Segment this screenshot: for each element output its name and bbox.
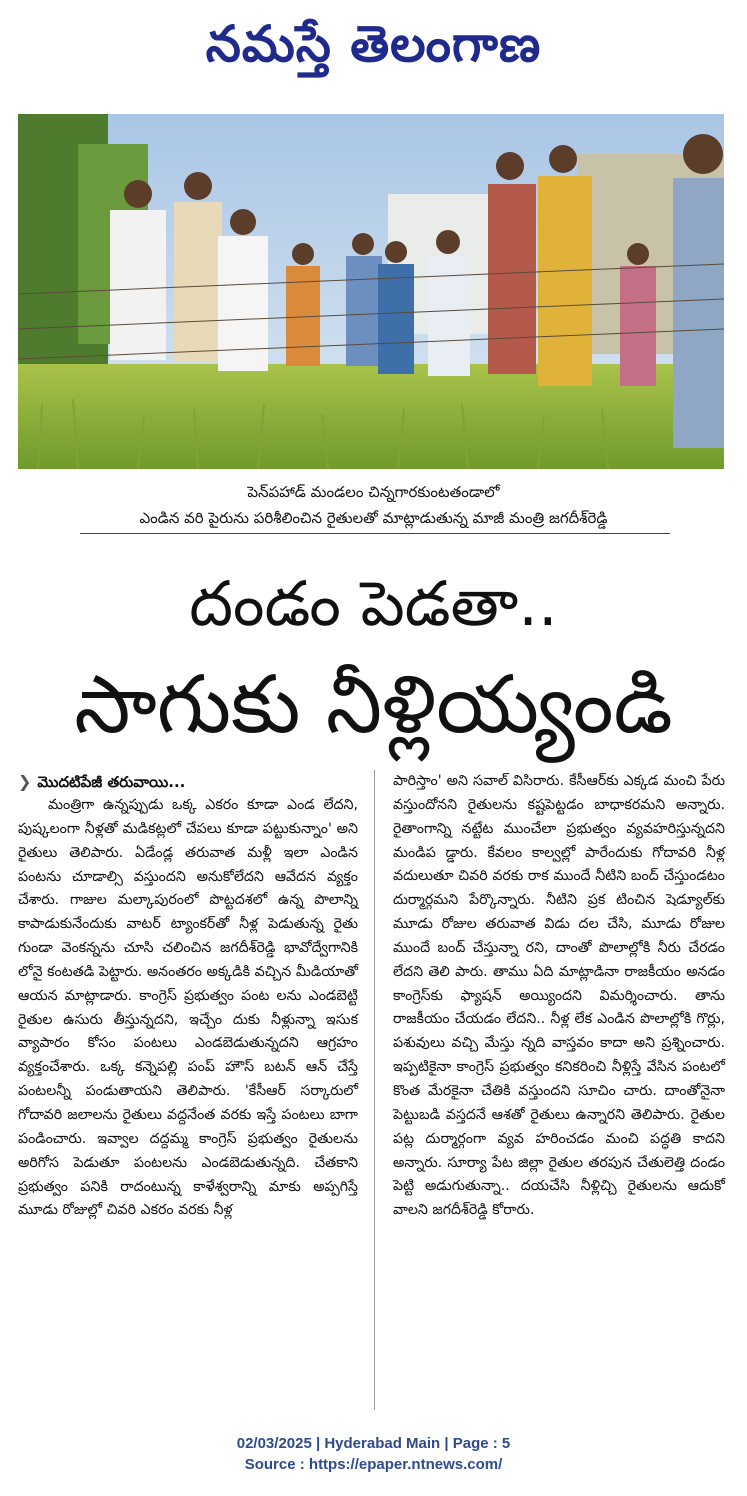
article-photo [18, 114, 724, 469]
footer-source: Source : https://epaper.ntnews.com/ [244, 1456, 503, 1473]
headline-line1: దండం పెడతా.. [189, 567, 558, 640]
masthead [0, 8, 747, 80]
article-text-left: మంత్రిగా ఉన్నప్పుడు ఒక్క ఎకరం కూడా ఎండ లేదని, పుష్కలంగా నీళ్లతో మడికట్లలో చేపలు కూడా పట్టుకున్నాం' అని రైతులు తెలిపారు. ఏడేండ్ల తరువాత మళ్లీ ఇలా ఎండిన పంటను చూడాల్సి వస్తుందని అనుకోలేదని ఆవేదన వ్యక్తం చేశారు. గాజుల మల్కాపురంలో పొట్టదశలో ఉన్న పొలాన్ని కాపాడుకునేందుకు వాటర్ ట్యాంకర్‌తో నీళ్ల పెడుతున్న రైతు గుండా వెంకన్నను చూసి చలించిన జగదీశ్‌రెడ్డి భావోద్వేగానికి లోనై కంటతడి పెట్టారు. అనంతరం అక్కడికి వచ్చిన మీడియాతో ఆయన మాట్లాడారు. కాంగ్రెస్ ప్రభుత్వం పంట లను ఎండబెట్టి రైతుల ఉసురు తీస్తున్నదని, ఇచ్చేం దుకు నీళ్లున్నా ఇసుక వ్యాపారం కోసం పంటలు ఎండబెడుతున్నదని ఆగ్రహం వ్యక్తంచేశారు. ఒక్క కన్నెపల్లి పంప్ హౌస్ బటన్ ఆన్ చేస్తే పంటలన్నీ పండుతాయని తెలిపారు. 'కేసీఆర్ సర్కారులో గోదావరి జలాలను రైతులు వద్దనేంత వరకు ఇస్తే పంటలు బాగా పండించారు. ఇవ్వాల దద్దమ్మ కాంగ్రెస్ ప్రభుత్వం రైతులను అరిగోస పెడుతూ పంటలను ఎండబెడుతున్నది. చేతకాని ప్రభుత్వం పనికి రాదంటున్న కాళేశ్వరాన్ని మాకు అప్పగిస్తే మూడు రోజుల్లో చివరి ఎకరం వరకు నీళ్ల [18, 797, 358, 1219]
photo-caption-line1: పెన్‌పహాడ్ మండలం చిన్నగారకుంటతండాలో [247, 483, 500, 501]
article-text-right: పారిస్తాం' అని సవాల్ విసిరారు. కేసీఆర్‌కు ఎక్కడ మంచి పేరు వస్తుందోనని రైతులను కష్టపెట్టడం బాధాకరమని అన్నారు. రైతాంగాన్ని నట్టేట ముంచేలా ప్రభుత్వం వ్యవహరిస్తున్నదని మండిప డ్డారు. కేవలం కాల్వల్లో పారేందుకు గోదావరి నీళ్ల వదులుతూ చివరి వరకు రాక ముందే నీటిని బంద్ చేస్తుండటం దుర్మార్గమని పేర్కొన్నారు. నీటిని ప్రక టించిన షెడ్యూల్‌కు మూడు రోజుల తరువాత విడు దల చేసి, మూడు రోజుల ముందే బంద్ చేస్తున్నా రని, దాంతో పొలాల్లోకి నీరు చేరడం లేదని తెలి పారు. తాము ఏది మాట్లాడినా రాజకీయం అనడం కాంగ్రెస్‌కు ఫ్యాషన్ అయ్యిందని విమర్శించారు. తాను రాజకీయం చేయడం లేదని.. నీళ్ల లేక ఎండిన పొలాల్లోకి గొర్లు, పశువులు వచ్చి మేస్తు న్నది వాస్తవం కాదా అని ప్రశ్నించారు. ఇప్పటికైనా కాంగ్రెస్ ప్రభుత్వం కనికరించి నీళ్లిస్తే వేసిన పంటలో కొంత మేరకైనా చేతికి వస్తుందని సూచిం చారు. దాంతోనైనా పెట్టుబడి వస్తదనే ఆశతో రైతులు ఉన్నారని తెలిపారు. రైతుల పట్ల దుర్మార్గంగా వ్యవ హరించడం మంచి పద్ధతి కాదని అన్నారు. సూర్యా పేట జిల్లా రైతుల తరపున చేతులెత్తి దండం పెట్టి అడుగుతున్నా.. దయచేసి నీళ్లిచ్చి రైతులను ఆదుకో వాలని జగదీశ్‌రెడ్డి కోరారు. [393, 773, 725, 1219]
article-column-right [393, 770, 725, 1223]
continued-label: మొదటిపేజీ తరువాయి... [37, 773, 186, 791]
column-divider [374, 770, 375, 1410]
photo-caption-line2: ఎండిన వరి పైరును పరిశీలించిన రైతులతో మాట్లాడుతున్న మాజీ మంత్రి జగదీశ్‌రెడ్డి [139, 509, 608, 527]
caption-divider [80, 533, 670, 534]
headline-line2: సాగుకు నీళ్లియ్యండి [74, 658, 673, 751]
farmers-in-field-photo [18, 114, 724, 469]
chevron-right-icon: ❯ [18, 772, 32, 791]
article-column-left [18, 770, 358, 1223]
footer-dateline: 02/03/2025 | Hyderabad Main | Page : 5 [236, 1435, 511, 1452]
continued-from-front-page [18, 770, 358, 794]
newspaper-title: నమస్తే తెలంగాణ [205, 15, 542, 73]
